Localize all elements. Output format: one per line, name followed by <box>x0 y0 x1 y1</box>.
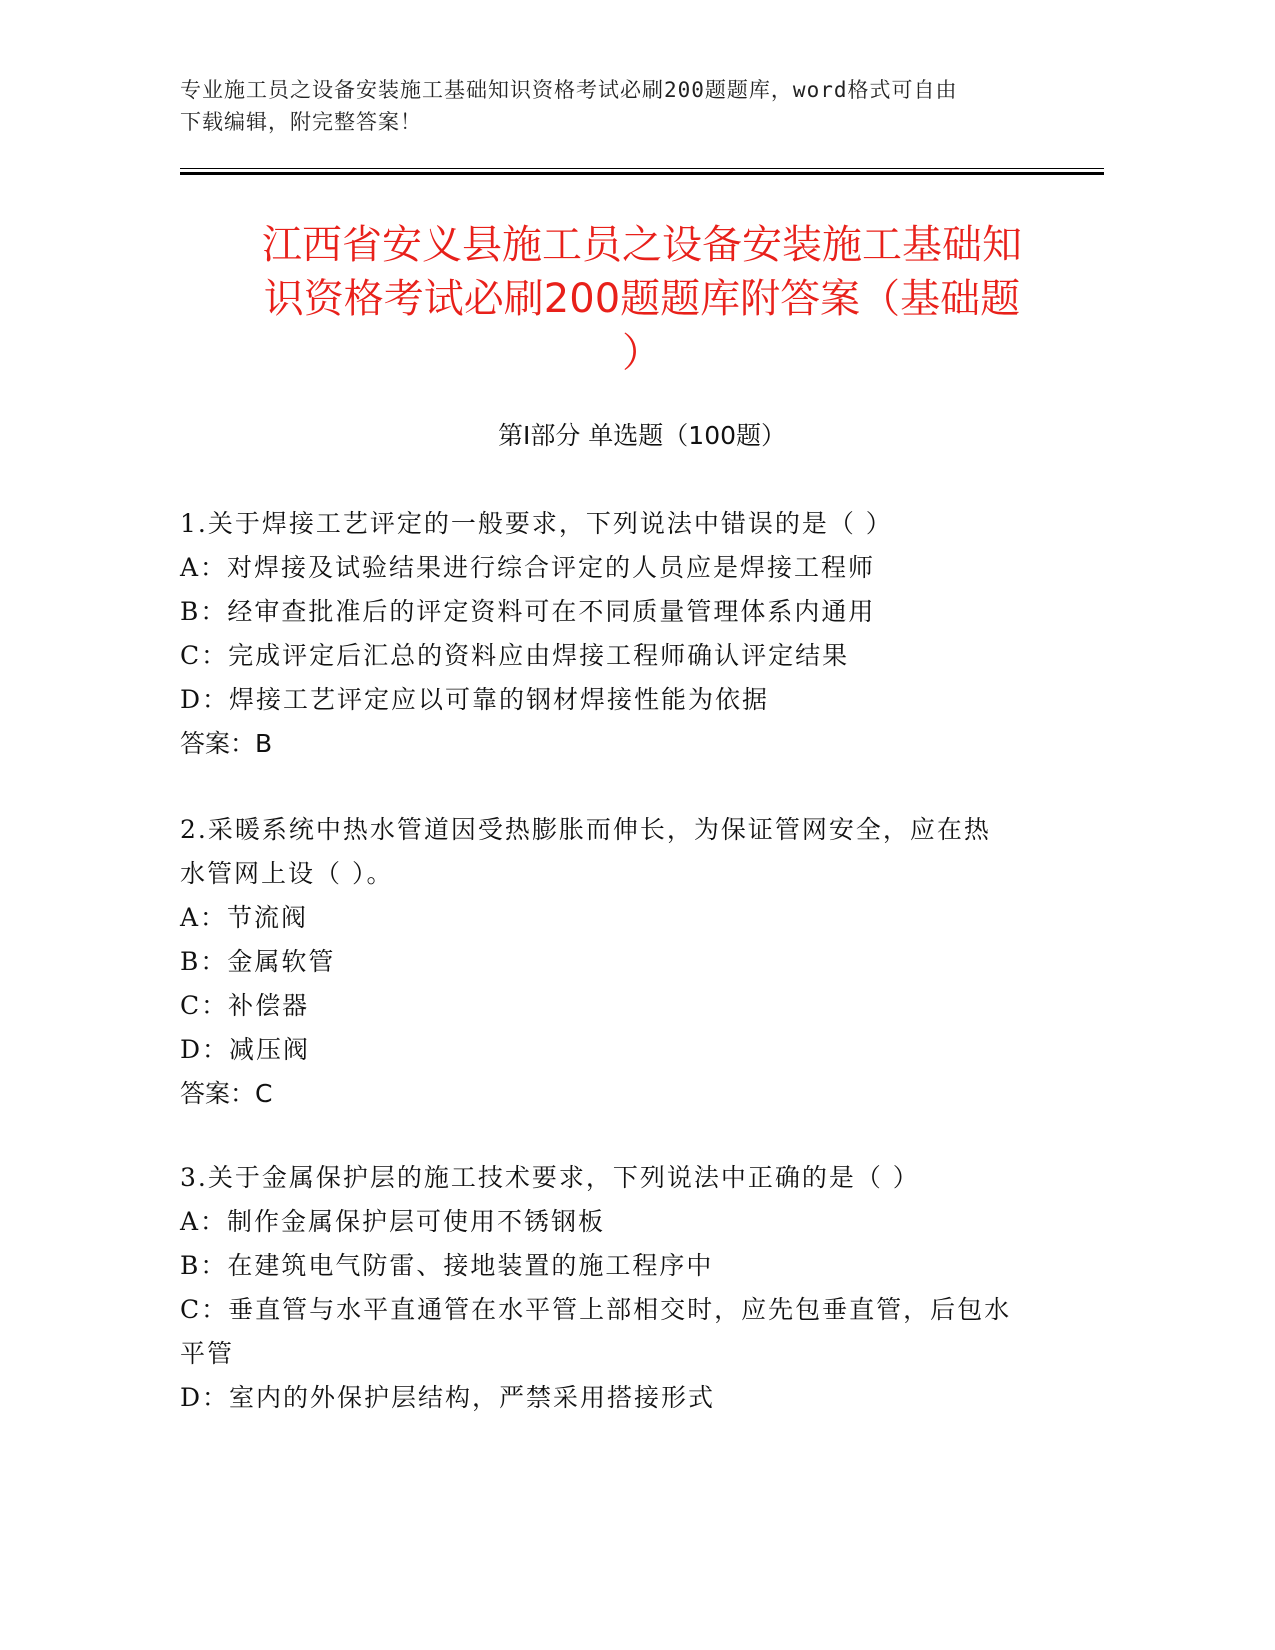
header-note-line-2: 下载编辑，附完整答案！ <box>180 110 422 134</box>
title-line-2: 识资格考试必刷200题题库附答案（基础题 <box>263 276 1021 322</box>
option-c: C：完成评定后汇总的资料应由焊接工程师确认评定结果 <box>180 641 850 670</box>
header-note <box>180 74 1050 138</box>
answer: 答案：B <box>180 729 273 758</box>
title-line-1: 江西省安义县施工员之设备安装施工基础知 <box>262 222 1022 268</box>
option-d: D：焊接工艺评定应以可靠的钢材焊接性能为依据 <box>180 685 770 714</box>
document-title <box>180 218 1104 380</box>
option-c: C：补偿器 <box>180 991 310 1020</box>
option-a: A：对焊接及试验结果进行综合评定的人员应是焊接工程师 <box>180 553 876 582</box>
question-2 <box>180 808 1060 1116</box>
answer: 答案：C <box>180 1079 273 1108</box>
option-b: B：金属软管 <box>180 947 336 976</box>
option-d: D：减压阀 <box>180 1035 311 1064</box>
question-1 <box>180 502 1060 766</box>
option-c-line-2: 平管 <box>180 1339 235 1368</box>
option-c-line-1: C：垂直管与水平直通管在水平管上部相交时，应先包垂直管，后包水 <box>180 1295 1012 1324</box>
option-d: D：室内的外保护层结构，严禁采用搭接形式 <box>180 1383 716 1412</box>
option-a: A：节流阀 <box>180 903 309 932</box>
question-3 <box>180 1156 1060 1420</box>
header-divider-thick <box>180 172 1104 175</box>
option-b: B：经审查批准后的评定资料可在不同质量管理体系内通用 <box>180 597 876 626</box>
option-a: A：制作金属保护层可使用不锈钢板 <box>180 1207 606 1236</box>
question-stem-line-2: 水管网上设（ ）。 <box>180 859 394 888</box>
section-heading: 第Ⅰ部分 单选题（100题） <box>497 421 787 450</box>
question-stem-line-1: 2.采暖系统中热水管道因受热膨胀而伸长，为保证管网安全，应在热 <box>180 815 991 844</box>
header-note-line-1: 专业施工员之设备安装施工基础知识资格考试必刷200题题库，word格式可自由 <box>180 78 958 102</box>
title-line-3: ） <box>622 330 662 376</box>
option-b: B：在建筑电气防雷、接地装置的施工程序中 <box>180 1251 714 1280</box>
header-divider-thin <box>180 168 1104 169</box>
question-stem: 1.关于焊接工艺评定的一般要求，下列说法中错误的是（ ） <box>180 509 893 538</box>
question-stem: 3.关于金属保护层的施工技术要求，下列说法中正确的是（ ） <box>180 1163 920 1192</box>
